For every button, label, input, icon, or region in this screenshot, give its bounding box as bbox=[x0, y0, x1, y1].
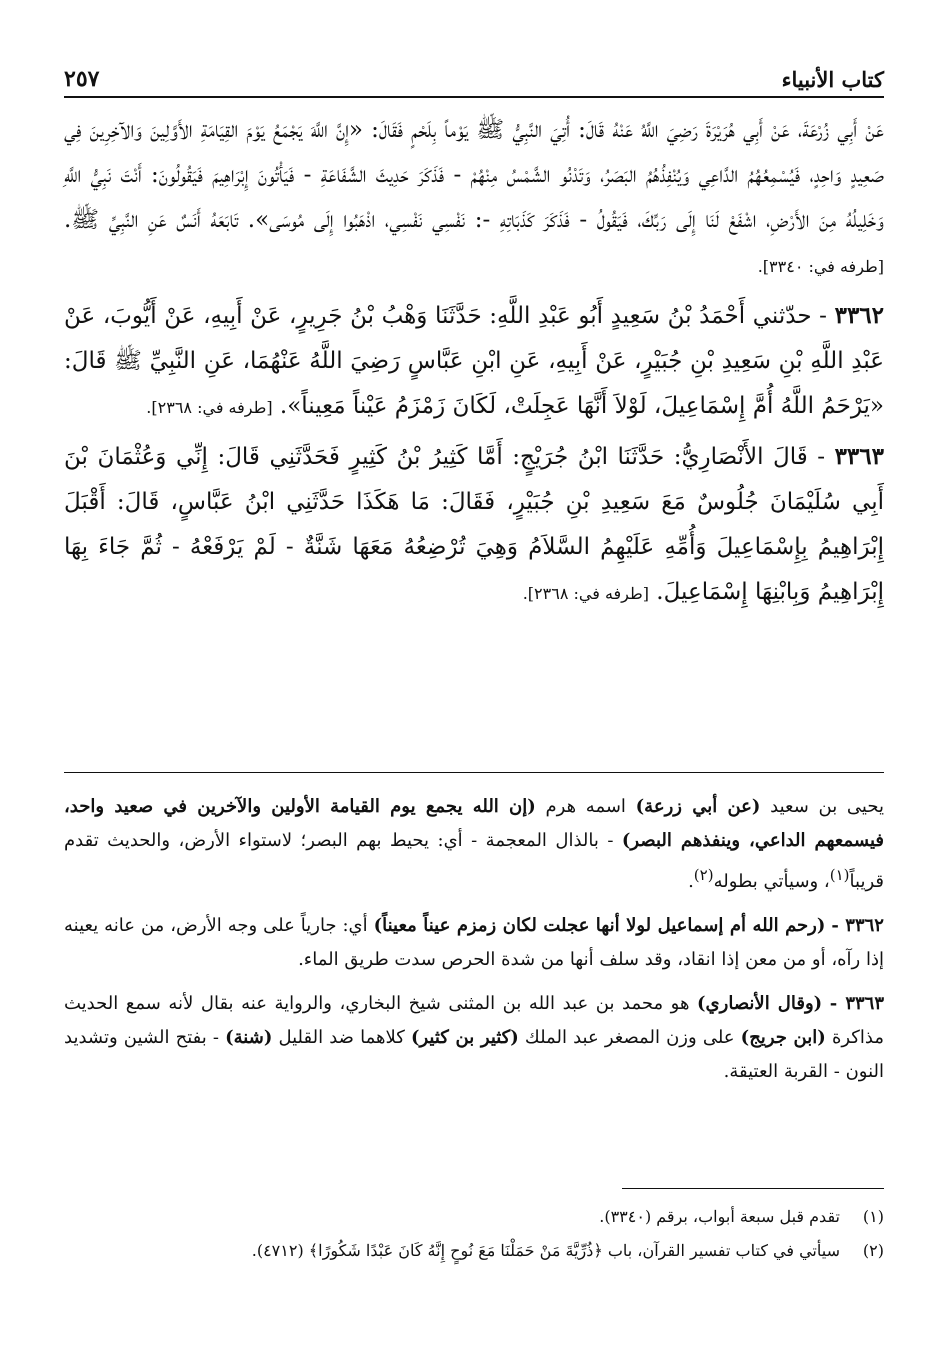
cross-reference: [طرفه في: ٢٣٦٨]. bbox=[522, 584, 649, 603]
hadith-3363 bbox=[64, 434, 884, 616]
commentary-3363 bbox=[64, 987, 884, 1089]
commentary-lemma: (إن الله يجمع يوم القيامة الأولين والآخرين في صعيد واحد، فيسمعهم الداعي، وينفذهم البصر) bbox=[64, 796, 884, 851]
hadith-body: عَنْ أَبِي زُرْعَةَ، عَنْ أَبِي هُرَيْرَةَ رَضِيَ اللَّهُ عَنْهُ قَالَ: أُتِيَ النَّبِيُّ ﷺ يَوْماً بِلَحْمٍ فَقَالَ: «إِنَّ اللَّهَ يَجْمَعُ يَوْمَ القِيَامَةِ الأَوَّلِينَ وَالآخِرِينَ فِي صَعِيدٍ وَاحِدٍ، فَيُسْمِعُهُمُ الدَّاعِي وَيُنْفِذُهُمُ البَصَرُ، وَتَدْنُو الشَّمْسُ مِنْهُمْ - فَذَكَرَ حَدِيثَ الشَّفَاعَةِ - فَيَأْتُونَ إِبْرَاهِيمَ فَيَقُولُونَ: أَنْتَ نَبِيُّ اللَّهِ وَخَلِيلُهُ مِنَ الأَرْضِ، اشْفَعْ لَنَا إِلَى رَبِّكَ، فَيَقُولُ - فَذَكَرَ كَذَبَاتِهِ -: نَفْسِي نَفْسِي، اذْهَبُوا إِلَى مُوسَى». تَابَعَهُ أَنَسٌ عَنِ النَّبِيِّ ﷺ. bbox=[64, 117, 884, 233]
book-title: كتاب الأنبياء bbox=[781, 67, 884, 92]
footnote-marker[interactable]: (١) bbox=[829, 866, 850, 884]
commentary-lemma: (ابن جريج) bbox=[740, 1027, 826, 1048]
footnote-marker[interactable]: (٢) bbox=[693, 866, 714, 884]
footnote-2 bbox=[64, 1234, 884, 1268]
hadith-number: ٣٣٦٣ bbox=[834, 443, 884, 470]
footnote-divider bbox=[622, 1188, 884, 1189]
hadith-body: - قَالَ الأَنْصَارِيُّ: حَدَّثَنَا ابْنُ جُرَيْجٍ: أَمَّا كَثِيرُ بْنُ كَثِيرٍ فَحَدَّثَنِي قَالَ: إِنِّي وَعُثْمَانَ بْنَ أَبِي سُلَيْمَانَ جُلُوسٌ مَعَ سَعِيدِ بْنِ جُبَيْرٍ، فَقَالَ: مَا هَكَذَا حَدَّثَنِي ابْنُ عَبَّاسٍ، قَالَ: أَقْبَلَ إِبْرَاهِيمُ بِإِسْمَاعِيلَ وَأُمِّهِ عَلَيْهِمُ السَّلاَمُ وَهِيَ تُرْضِعُهُ مَعَهَا شَنَّةٌ - لَمْ يَرْفَعْهُ - ثُمَّ جَاءَ بِهَا إِبْرَاهِيمُ وَبِابْنِهَا إِسْمَاعِيلَ. bbox=[64, 444, 884, 605]
commentary-3361 bbox=[64, 790, 884, 899]
hadith-3362 bbox=[64, 293, 884, 430]
commentary-lemma: (كثير بن كثير) bbox=[410, 1027, 519, 1048]
commentary-number: ٣٣٦٢ - bbox=[831, 915, 884, 936]
hadith-3361-tail bbox=[64, 108, 884, 289]
commentary-text: ، وسيأتي بطوله bbox=[713, 871, 830, 892]
commentary-lemma: (عن أبي زرعة) bbox=[635, 796, 761, 817]
cross-reference: [طرفه في: ٣٣٤٠]. bbox=[757, 257, 884, 276]
commentary-lemma: (شنة) bbox=[225, 1027, 273, 1048]
commentary-text: كلاهما ضد القليل bbox=[278, 1027, 405, 1048]
commentary-text: يحيى بن سعيد bbox=[770, 796, 884, 817]
hadith-number: ٣٣٦٢ bbox=[834, 302, 885, 329]
commentary bbox=[64, 790, 884, 1099]
footnote-text: سيأتي في كتاب تفسير القرآن، باب ﴿ذُرِّيَّةَ مَنْ حَمَلْنَا مَعَ نُوحٍ إِنَّهُ كَانَ عَبْدًا شَكُورًا﴾ (٤٧١٢). bbox=[251, 1241, 840, 1260]
commentary-text: اسمه هرم bbox=[545, 796, 626, 817]
footnote-number: (٢) bbox=[862, 1241, 884, 1260]
commentary-lemma: (رحم الله أم إسماعيل لولا أنها عجلت لكان زمزم عيناً معيناً) bbox=[373, 915, 826, 936]
footnote-1 bbox=[64, 1200, 884, 1234]
page-number: ٢٥٧ bbox=[64, 66, 100, 92]
hadith-text bbox=[64, 108, 884, 620]
footnote-number: (١) bbox=[862, 1207, 884, 1226]
commentary-text: على وزن المصغر عبد الملك bbox=[524, 1027, 735, 1048]
commentary-text: - بالذال المعجمة - أي: يحيط بهم البصر؛ لاستواء الأرض، والحديث تقدم قريباً bbox=[64, 830, 884, 892]
commentary-3362 bbox=[64, 909, 884, 977]
hadith-body: - حدّثني أَحْمَدُ بْنُ سَعِيدٍ أَبُو عَبْدِ اللَّهِ: حَدَّثَنَا وَهْبُ بْنُ جَرِيرٍ، عَنْ أَبِيهِ، عَنْ أَيُّوبَ، عَنْ عَبْدِ اللَّهِ بْنِ سَعِيدِ بْنِ جُبَيْرٍ، عَنْ أَبِيهِ، عَنِ ابْنِ عَبَّاسٍ رَضِيَ اللَّهُ عَنْهُمَا، عَنِ النَّبِيِّ ﷺ قَالَ: «يَرْحَمُ اللَّهُ أُمَّ إِسْمَاعِيلَ، لَوْلاَ أَنَّهَا عَجِلَتْ، لَكَانَ زَمْزَمُ عَيْناً مَعِيناً». bbox=[64, 303, 884, 419]
commentary-number: ٣٣٦٣ - bbox=[829, 993, 884, 1014]
commentary-divider bbox=[64, 772, 884, 773]
commentary-text: - بفتح الشين وتشديد النون - القربة العتيقة. bbox=[64, 1027, 884, 1082]
commentary-text: هو محمد بن عبد الله بن المثنى شيخ البخاري، والرواية عنه بقال لأنه سمع الحديث مذاكرة bbox=[64, 993, 884, 1048]
commentary-text: . bbox=[688, 871, 694, 892]
commentary-text: أي: جارياً على وجه الأرض، من عانه يعينه إذا رآه، أو من معن إذا انقاد، وقد سلف أنها من شدة الحرص سدت طريق الماء. bbox=[64, 915, 884, 970]
cross-reference: [طرفه في: ٢٣٦٨]. bbox=[146, 398, 273, 417]
page-header bbox=[64, 50, 884, 98]
footnotes bbox=[64, 1200, 884, 1268]
footnote-text: تقدم قبل سبعة أبواب، برقم (٣٣٤٠). bbox=[599, 1207, 840, 1226]
commentary-lemma: (وقال الأنصاري) bbox=[697, 993, 823, 1014]
